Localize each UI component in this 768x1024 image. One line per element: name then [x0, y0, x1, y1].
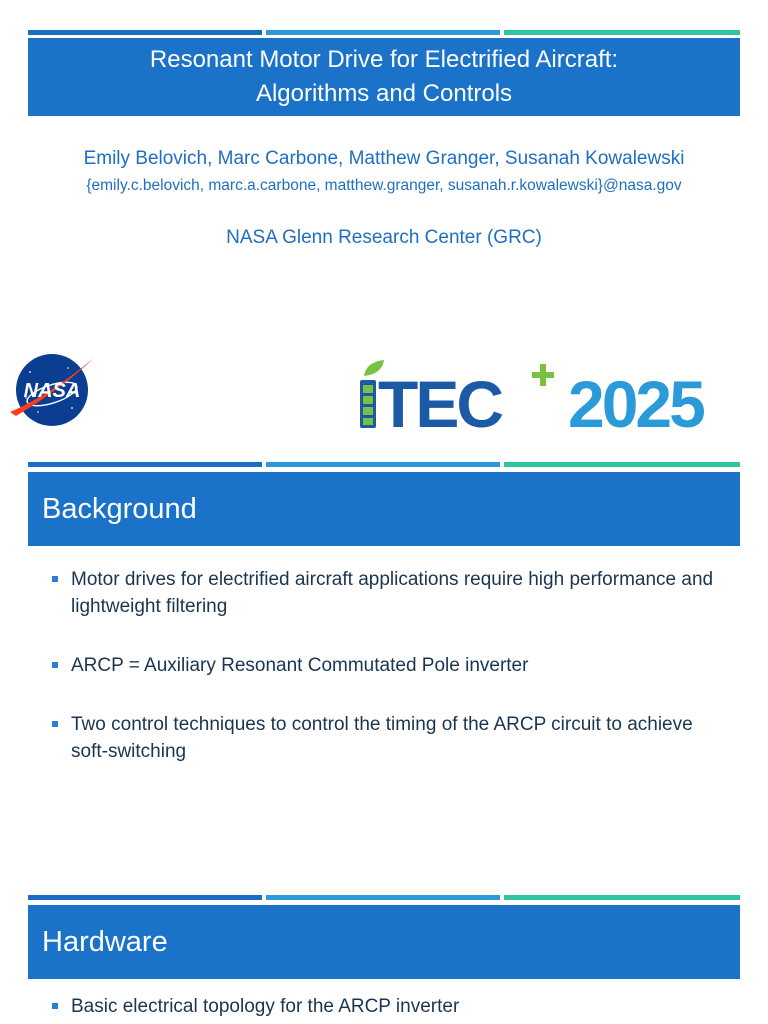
nasa-logo-text: NASA	[23, 380, 81, 402]
background-section-header	[28, 472, 740, 546]
itec-logo-text: TEC	[378, 367, 501, 436]
bullet-text: Basic electrical topology for the ARCP inverter	[71, 996, 460, 1017]
top-accent-stripe	[28, 30, 740, 35]
title-line-1: Resonant Motor Drive for Electrified Aircraft:	[149, 46, 619, 73]
itec-2025-logo	[356, 358, 748, 436]
bullet-icon	[52, 721, 58, 727]
bullet-text: Two control techniques to control the timing of the ARCP circuit to achieve soft-switching	[71, 714, 693, 762]
hardware-section-header	[28, 905, 740, 979]
background-bullet-2	[52, 652, 732, 679]
hardware-accent-stripe	[28, 895, 740, 900]
bullet-text: ARCP = Auxiliary Resonant Commutated Pole inverter	[71, 655, 529, 676]
title-banner	[28, 38, 740, 116]
bullet-icon	[52, 576, 58, 582]
bullet-icon	[52, 662, 58, 668]
nasa-logo	[8, 350, 96, 430]
background-bullet-1	[52, 566, 732, 620]
author-list: Emily Belovich, Marc Carbone, Matthew Granger, Susanah Kowalewski	[83, 148, 685, 169]
hardware-bullet-1	[52, 993, 732, 1020]
background-accent-stripe	[28, 462, 740, 467]
author-emails: {emily.c.belovich, marc.a.carbone, matthew.granger, susanah.r.kowalewski}@nasa.gov	[86, 177, 682, 194]
organization-name: NASA Glenn Research Center (GRC)	[226, 227, 542, 248]
background-bullet-3	[52, 711, 732, 765]
hardware-heading: Hardware	[42, 925, 168, 958]
itec-year-text: 2025	[568, 367, 703, 436]
background-heading: Background	[42, 492, 197, 525]
bullet-text: Motor drives for electrified aircraft applications require high performance and lightweight filtering	[71, 569, 714, 617]
bullet-icon	[52, 1003, 58, 1009]
title-line-2: Algorithms and Controls	[255, 80, 513, 107]
